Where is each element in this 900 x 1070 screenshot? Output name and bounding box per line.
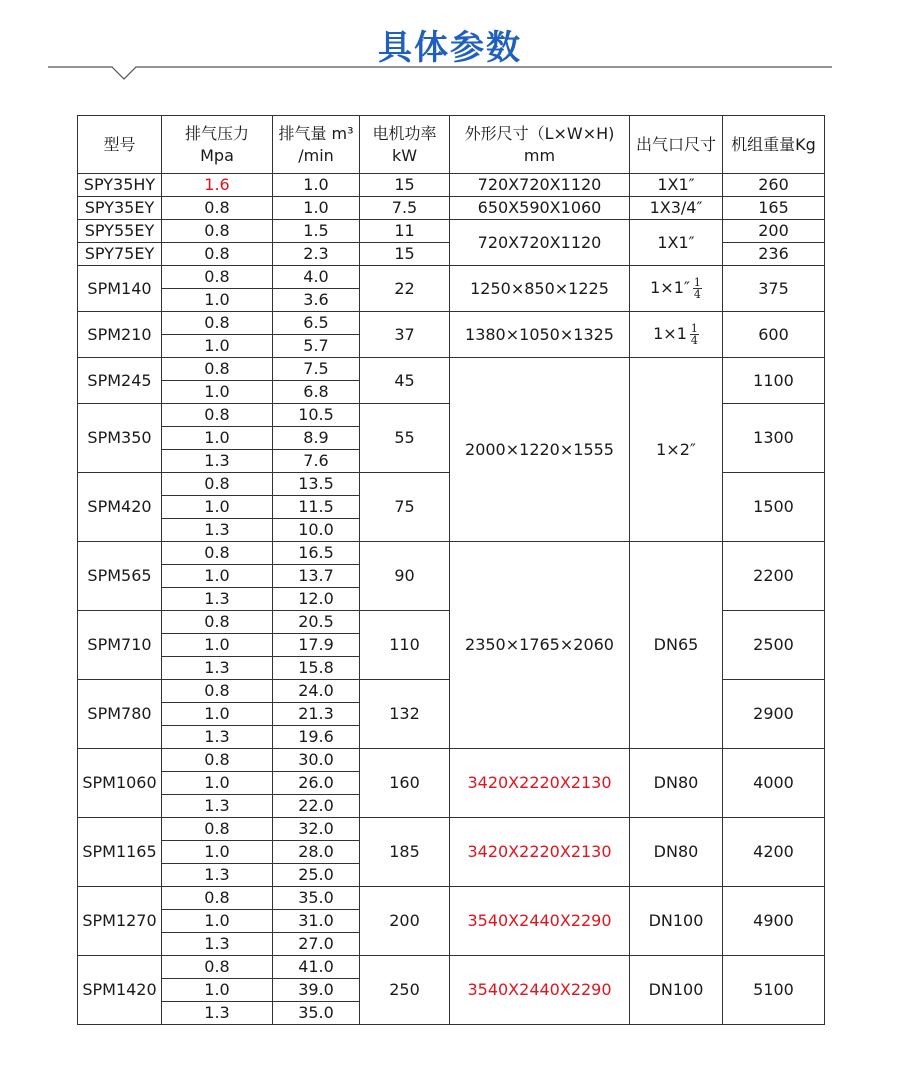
- header-dimensions: 外形尺寸（L×W×H) mm: [450, 116, 630, 174]
- flow-cell: 17.9: [273, 634, 360, 657]
- power-cell: 110: [360, 611, 450, 680]
- weight-cell: 2500: [723, 611, 825, 680]
- header-outlet: 出气口尺寸: [630, 116, 723, 174]
- flow-cell: 30.0: [273, 749, 360, 772]
- table-row: [78, 818, 825, 841]
- flow-cell: 41.0: [273, 956, 360, 979]
- flow-cell: 1.0: [273, 174, 360, 197]
- dimensions-cell: 650X590X1060: [450, 197, 630, 220]
- outlet-cell: DN65: [630, 542, 723, 749]
- weight-cell: 4900: [723, 887, 825, 956]
- flow-cell: 39.0: [273, 979, 360, 1002]
- flow-cell: 16.5: [273, 542, 360, 565]
- header-weight: 机组重量Kg: [723, 116, 825, 174]
- flow-cell: 28.0: [273, 841, 360, 864]
- flow-cell: 15.8: [273, 657, 360, 680]
- pressure-cell: 0.8: [162, 404, 273, 427]
- pressure-cell: 1.0: [162, 772, 273, 795]
- flow-cell: 1.0: [273, 197, 360, 220]
- flow-cell: 25.0: [273, 864, 360, 887]
- dimensions-cell: 3420X2220X2130: [450, 818, 630, 887]
- model-cell: SPM210: [78, 312, 162, 358]
- pressure-cell: 1.3: [162, 864, 273, 887]
- outlet-cell: 1×1 $\frac{1}{4}$: [630, 312, 723, 358]
- model-cell: SPM1270: [78, 887, 162, 956]
- flow-cell: 12.0: [273, 588, 360, 611]
- power-cell: 11: [360, 220, 450, 243]
- pressure-cell: 1.0: [162, 841, 273, 864]
- pressure-cell: 0.8: [162, 956, 273, 979]
- model-cell: SPM780: [78, 680, 162, 749]
- model-cell: SPM1420: [78, 956, 162, 1025]
- dimensions-cell: 3540X2440X2290: [450, 887, 630, 956]
- model-cell: SPY35HY: [78, 174, 162, 197]
- power-cell: 185: [360, 818, 450, 887]
- flow-cell: 22.0: [273, 795, 360, 818]
- table-row: [78, 174, 825, 197]
- model-cell: SPM1060: [78, 749, 162, 818]
- flow-cell: 5.7: [273, 335, 360, 358]
- pressure-cell: 0.8: [162, 542, 273, 565]
- outlet-cell: DN80: [630, 818, 723, 887]
- pressure-cell: 1.0: [162, 381, 273, 404]
- spec-table: [77, 115, 825, 1025]
- pressure-cell: 0.8: [162, 818, 273, 841]
- table-row: [78, 887, 825, 910]
- power-cell: 7.5: [360, 197, 450, 220]
- weight-cell: 1500: [723, 473, 825, 542]
- pressure-cell: 1.0: [162, 427, 273, 450]
- pressure-cell: 1.3: [162, 519, 273, 542]
- power-cell: 15: [360, 243, 450, 266]
- flow-cell: 13.7: [273, 565, 360, 588]
- weight-cell: 165: [723, 197, 825, 220]
- flow-cell: 32.0: [273, 818, 360, 841]
- pressure-cell: 1.3: [162, 1002, 273, 1025]
- power-cell: 55: [360, 404, 450, 473]
- weight-cell: 5100: [723, 956, 825, 1025]
- dimensions-cell: 1380×1050×1325: [450, 312, 630, 358]
- weight-cell: 375: [723, 266, 825, 312]
- flow-cell: 20.5: [273, 611, 360, 634]
- pressure-cell: 0.8: [162, 243, 273, 266]
- flow-cell: 13.5: [273, 473, 360, 496]
- dimensions-cell: 1250×850×1225: [450, 266, 630, 312]
- power-cell: 200: [360, 887, 450, 956]
- table-row: [78, 312, 825, 335]
- pressure-cell: 1.0: [162, 565, 273, 588]
- flow-cell: 10.0: [273, 519, 360, 542]
- pressure-cell: 1.6: [162, 174, 273, 197]
- power-cell: 160: [360, 749, 450, 818]
- model-cell: SPY55EY: [78, 220, 162, 243]
- flow-cell: 11.5: [273, 496, 360, 519]
- power-cell: 75: [360, 473, 450, 542]
- pressure-cell: 1.0: [162, 979, 273, 1002]
- pressure-cell: 1.3: [162, 726, 273, 749]
- power-cell: 15: [360, 174, 450, 197]
- outlet-cell: 1X1″: [630, 174, 723, 197]
- model-cell: SPM350: [78, 404, 162, 473]
- flow-cell: 10.5: [273, 404, 360, 427]
- dimensions-cell: 720X720X1120: [450, 174, 630, 197]
- flow-cell: 19.6: [273, 726, 360, 749]
- pressure-cell: 0.8: [162, 220, 273, 243]
- flow-cell: 35.0: [273, 887, 360, 910]
- weight-cell: 2900: [723, 680, 825, 749]
- power-cell: 132: [360, 680, 450, 749]
- pressure-cell: 0.8: [162, 749, 273, 772]
- flow-cell: 1.5: [273, 220, 360, 243]
- weight-cell: 4200: [723, 818, 825, 887]
- header-pressure: 排气压力 Mpa: [162, 116, 273, 174]
- power-cell: 90: [360, 542, 450, 611]
- flow-cell: 6.8: [273, 381, 360, 404]
- weight-cell: 260: [723, 174, 825, 197]
- pressure-cell: 0.8: [162, 887, 273, 910]
- outlet-cell: 1X3/4″: [630, 197, 723, 220]
- pressure-cell: 1.3: [162, 657, 273, 680]
- flow-cell: 7.6: [273, 450, 360, 473]
- power-cell: 45: [360, 358, 450, 404]
- dimensions-cell: 3540X2440X2290: [450, 956, 630, 1025]
- table-row: [78, 220, 825, 243]
- pressure-cell: 1.0: [162, 634, 273, 657]
- flow-cell: 24.0: [273, 680, 360, 703]
- pressure-cell: 0.8: [162, 358, 273, 381]
- table-header-row: [78, 116, 825, 174]
- weight-cell: 1300: [723, 404, 825, 473]
- outlet-fraction: $\frac{1}{4}$: [690, 322, 698, 347]
- power-cell: 37: [360, 312, 450, 358]
- weight-cell: 200: [723, 220, 825, 243]
- flow-cell: 3.6: [273, 289, 360, 312]
- flow-cell: 7.5: [273, 358, 360, 381]
- table-row: [78, 542, 825, 565]
- weight-cell: 600: [723, 312, 825, 358]
- flow-cell: 31.0: [273, 910, 360, 933]
- pressure-cell: 1.3: [162, 933, 273, 956]
- dimensions-cell: 2350×1765×2060: [450, 542, 630, 749]
- flow-cell: 27.0: [273, 933, 360, 956]
- page-title: 具体参数: [378, 28, 522, 68]
- pressure-cell: 0.8: [162, 312, 273, 335]
- model-cell: SPY75EY: [78, 243, 162, 266]
- weight-cell: 2200: [723, 542, 825, 611]
- pressure-cell: 1.3: [162, 795, 273, 818]
- model-cell: SPY35EY: [78, 197, 162, 220]
- flow-cell: 2.3: [273, 243, 360, 266]
- pressure-cell: 1.3: [162, 588, 273, 611]
- outlet-cell: 1×2″: [630, 358, 723, 542]
- weight-cell: 1100: [723, 358, 825, 404]
- power-cell: 250: [360, 956, 450, 1025]
- weight-cell: 236: [723, 243, 825, 266]
- header-power: 电机功率 kW: [360, 116, 450, 174]
- model-cell: SPM565: [78, 542, 162, 611]
- weight-cell: 4000: [723, 749, 825, 818]
- model-cell: SPM420: [78, 473, 162, 542]
- power-cell: 22: [360, 266, 450, 312]
- pressure-cell: 1.0: [162, 703, 273, 726]
- model-cell: SPM245: [78, 358, 162, 404]
- outlet-cell: DN80: [630, 749, 723, 818]
- flow-cell: 21.3: [273, 703, 360, 726]
- title-divider: [0, 62, 900, 92]
- outlet-cell: DN100: [630, 887, 723, 956]
- dimensions-cell: 720X720X1120: [450, 220, 630, 266]
- pressure-cell: 0.8: [162, 197, 273, 220]
- pressure-cell: 1.0: [162, 496, 273, 519]
- pressure-cell: 1.0: [162, 289, 273, 312]
- pressure-cell: 1.0: [162, 335, 273, 358]
- header-flow: 排气量 m³ /min: [273, 116, 360, 174]
- outlet-cell: 1×1″ $\frac{1}{4}$: [630, 266, 723, 312]
- header-model: 型号: [78, 116, 162, 174]
- model-cell: SPM1165: [78, 818, 162, 887]
- table-row: [78, 956, 825, 979]
- model-cell: SPM140: [78, 266, 162, 312]
- flow-cell: 35.0: [273, 1002, 360, 1025]
- flow-cell: 4.0: [273, 266, 360, 289]
- pressure-cell: 0.8: [162, 611, 273, 634]
- table-row: [78, 749, 825, 772]
- pressure-cell: 0.8: [162, 266, 273, 289]
- pressure-cell: 1.3: [162, 450, 273, 473]
- outlet-cell: DN100: [630, 956, 723, 1025]
- flow-cell: 6.5: [273, 312, 360, 335]
- table-row: [78, 197, 825, 220]
- model-cell: SPM710: [78, 611, 162, 680]
- flow-cell: 8.9: [273, 427, 360, 450]
- pressure-cell: 1.0: [162, 910, 273, 933]
- table-row: [78, 266, 825, 289]
- dimensions-cell: 3420X2220X2130: [450, 749, 630, 818]
- pressure-cell: 0.8: [162, 473, 273, 496]
- outlet-fraction: $\frac{1}{4}$: [693, 276, 701, 301]
- table-row: [78, 358, 825, 381]
- dimensions-cell: 2000×1220×1555: [450, 358, 630, 542]
- outlet-cell: 1X1″: [630, 220, 723, 266]
- flow-cell: 26.0: [273, 772, 360, 795]
- pressure-cell: 0.8: [162, 680, 273, 703]
